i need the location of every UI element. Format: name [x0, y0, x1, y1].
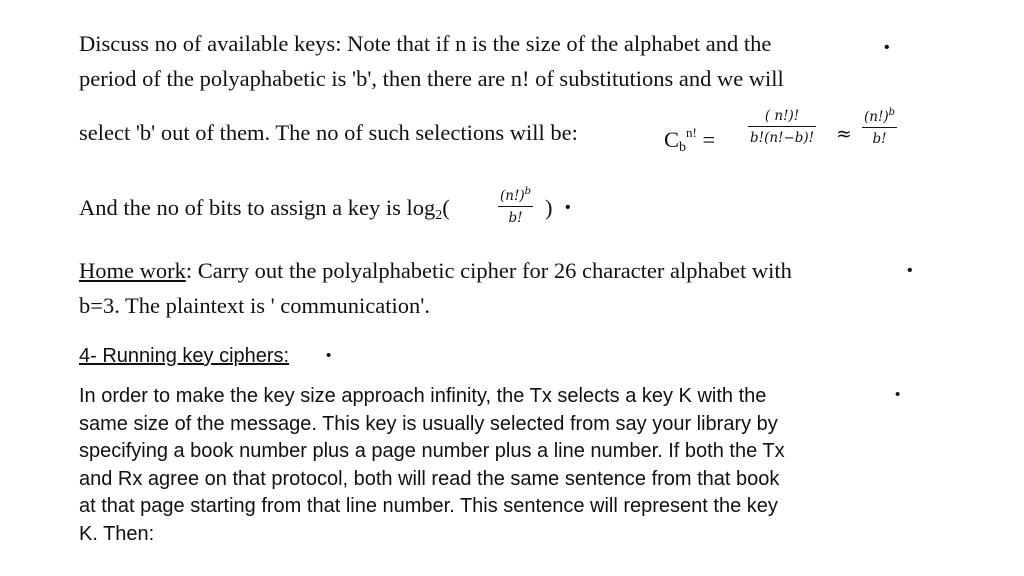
- log-subscript: 2: [435, 208, 443, 223]
- combination-base: C: [664, 127, 680, 152]
- fraction-denominator: b!(n!−b)!: [748, 126, 816, 146]
- paragraph-line: [79, 258, 792, 284]
- approx-sign: ≈: [836, 123, 852, 145]
- paragraph-line: [79, 195, 450, 224]
- fraction-numerator: [862, 105, 897, 127]
- fraction-denominator: b!: [862, 127, 897, 147]
- paragraph-line: same size of the message. This key is usually selected from say your library by: [79, 412, 778, 435]
- bullet: •: [895, 386, 901, 403]
- numerator-exponent: b: [524, 186, 532, 197]
- homework-text: : Carry out the polyalphabetic cipher for 26 character alphabet with: [185, 258, 792, 283]
- homework-label: Home work: [79, 258, 186, 283]
- paragraph-line: b=3. The plaintext is ' communication'.: [79, 293, 430, 318]
- paragraph-line: and Rx agree on that protocol, both will read the same sentence from that book: [79, 467, 780, 490]
- combination-fraction: [748, 108, 816, 146]
- paragraph-line: In order to make the key size approach infinity, the Tx selects a key K with the: [79, 385, 767, 407]
- paragraph-line: [79, 115, 578, 150]
- fraction-numerator: ( n!)!: [764, 108, 800, 124]
- bullet: •: [884, 39, 890, 56]
- bits-fraction: [498, 184, 533, 226]
- paragraph-line: at that page starting from that line number. This sentence will represent the key: [79, 495, 778, 517]
- section-heading: 4- Running key ciphers:: [79, 345, 290, 367]
- open-paren: (: [442, 195, 450, 220]
- close-paren: ): [545, 195, 553, 220]
- paragraph-line: period of the polyaphabetic is 'b', then there are n! of substitutions and we will: [79, 66, 784, 91]
- numerator-base: (n!): [500, 188, 525, 204]
- bullet: •: [907, 262, 913, 279]
- bullet: •: [326, 347, 332, 364]
- selection-text: select 'b' out of them. The no of such selections will be:: [79, 120, 578, 145]
- paragraph-line: Discuss no of available keys: Note that if n is the size of the alphabet and the: [79, 31, 772, 56]
- approx-fraction: [862, 105, 897, 147]
- numerator-base: (n!): [864, 109, 889, 125]
- equals-sign: =: [702, 127, 716, 152]
- paragraph-running-key: [79, 383, 911, 548]
- numerator-exponent: b: [888, 107, 896, 118]
- bullet: •: [565, 199, 571, 216]
- paragraph-line: K. Then:: [79, 522, 155, 545]
- paragraph-line: specifying a book number plus a page number plus a line number. If both the Tx: [79, 440, 785, 462]
- fraction-denominator: b!: [498, 206, 533, 226]
- key-bits-text: And the no of bits to assign a key is log: [79, 195, 436, 220]
- combination-superscript: n!: [686, 125, 697, 140]
- combination-subscript: b: [679, 140, 687, 155]
- combination-symbol: [664, 115, 715, 165]
- fraction-numerator: [498, 184, 533, 206]
